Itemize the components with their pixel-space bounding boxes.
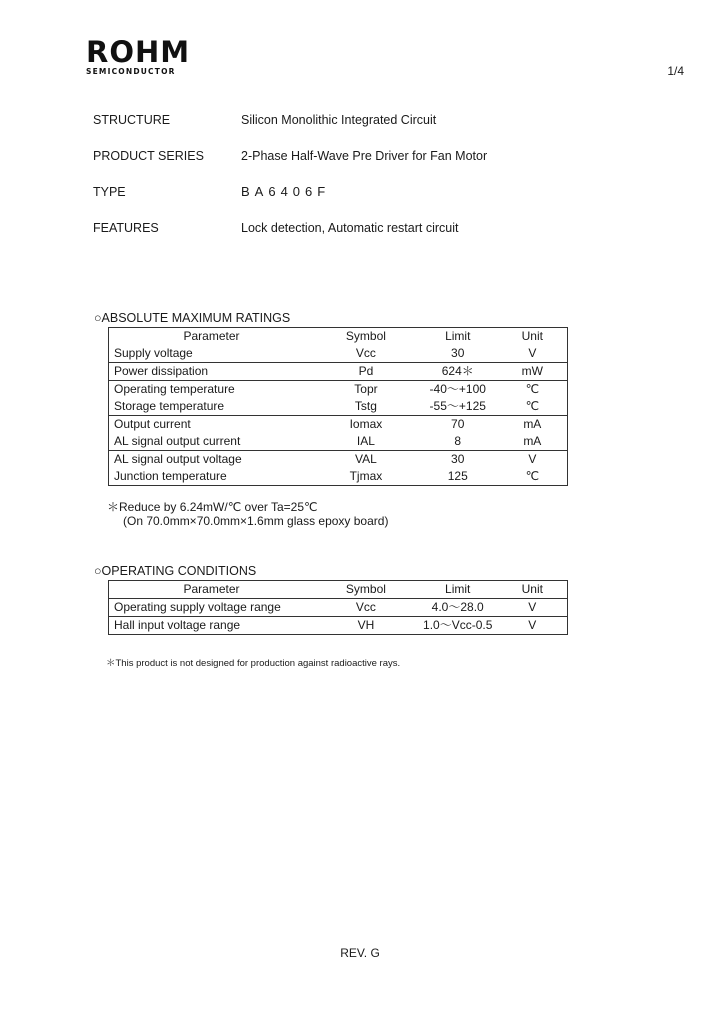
symbol-cell: Tjmax [349, 469, 383, 483]
structure-label: STRUCTURE [93, 113, 171, 127]
unit-cell: ℃ [525, 399, 540, 413]
limit-cell: 624＊ [418, 363, 498, 381]
table-row [109, 381, 568, 399]
symbol-cell: Iomax [314, 416, 418, 434]
symbol-cell: Tstg [354, 399, 377, 413]
type-label: TYPE [93, 185, 126, 199]
rohm-logo [86, 35, 191, 77]
symbol-cell: Pd [314, 363, 418, 381]
unit-cell: ℃ [525, 469, 540, 483]
param-cell: Operating supply voltage range [109, 599, 315, 617]
symbol-cell: Vcc [355, 346, 376, 360]
limit-cell: -40～+100 [418, 381, 498, 399]
table-row [109, 617, 568, 635]
header-unit: Unit [521, 582, 543, 596]
logo-text: ROHM [86, 35, 191, 69]
header-symbol: Symbol [345, 582, 386, 596]
symbol-cell: IAL [356, 434, 375, 448]
table-row [109, 433, 568, 451]
features-label: FEATURES [93, 221, 159, 235]
op-cond-title: ○OPERATING CONDITIONS [94, 564, 257, 578]
unit-cell: mA [523, 434, 542, 448]
table-header-row [109, 328, 568, 346]
header-limit: Limit [445, 329, 471, 343]
derating-note: ＊Reduce by 6.24mW/℃ over Ta=25℃ [107, 500, 318, 514]
unit-cell: mW [498, 363, 568, 381]
header-parameter: Parameter [183, 329, 240, 343]
param-cell: Hall input voltage range [109, 617, 315, 635]
symbol-cell: Topr [314, 381, 418, 399]
header-symbol: Symbol [345, 329, 386, 343]
radiation-note: ＊This product is not designed for production against radioactive rays. [106, 658, 401, 669]
limit-cell: 8 [454, 434, 462, 448]
limit-cell: 125 [447, 469, 468, 483]
unit-cell: V [498, 599, 568, 617]
structure-value: Silicon Monolithic Integrated Circuit [241, 113, 437, 127]
abs-max-title: ○ABSOLUTE MAXIMUM RATINGS [94, 311, 291, 325]
page-number: 1/4 [667, 64, 684, 78]
header-parameter: Parameter [183, 582, 240, 596]
param-cell: Output current [109, 416, 315, 434]
param-cell: Power dissipation [109, 363, 315, 381]
product-series-value: 2-Phase Half-Wave Pre Driver for Fan Motor [241, 149, 488, 163]
unit-cell: mA [498, 416, 568, 434]
table-row [109, 398, 568, 416]
header-limit: Limit [445, 582, 471, 596]
type-value: BA6406F [241, 184, 331, 199]
param-cell: AL signal output current [114, 434, 241, 448]
limit-cell: -55～+125 [429, 399, 486, 413]
param-cell: AL signal output voltage [109, 451, 315, 469]
abs-max-table [108, 327, 568, 486]
logo-subtext: SEMICONDUCTOR [86, 67, 176, 76]
table-row [109, 599, 568, 617]
unit-cell: V [498, 617, 568, 635]
header-unit: Unit [521, 329, 543, 343]
symbol-cell: VH [314, 617, 418, 635]
param-cell: Junction temperature [114, 469, 227, 483]
limit-cell: 70 [418, 416, 498, 434]
unit-cell: V [498, 451, 568, 469]
limit-cell: 4.0～28.0 [418, 599, 498, 617]
limit-cell: 30 [451, 346, 465, 360]
param-cell: Supply voltage [114, 346, 193, 360]
table-row [109, 468, 568, 486]
limit-cell: 1.0～Vcc-0.5 [418, 617, 498, 635]
symbol-cell: VAL [314, 451, 418, 469]
product-series-label: PRODUCT SERIES [93, 149, 204, 163]
op-cond-table [108, 580, 568, 635]
unit-cell: V [528, 346, 537, 360]
board-note: (On 70.0mm×70.0mm×1.6mm glass epoxy board) [123, 514, 389, 528]
param-cell: Storage temperature [114, 399, 225, 413]
table-row [109, 345, 568, 363]
table-row [109, 451, 568, 469]
table-row [109, 416, 568, 434]
revision-label: REV. G [340, 946, 380, 960]
table-row [109, 363, 568, 381]
unit-cell: ℃ [498, 381, 568, 399]
param-cell: Operating temperature [109, 381, 315, 399]
table-header-row [109, 581, 568, 599]
features-value: Lock detection, Automatic restart circuit [241, 221, 459, 235]
limit-cell: 30 [418, 451, 498, 469]
symbol-cell: Vcc [314, 599, 418, 617]
